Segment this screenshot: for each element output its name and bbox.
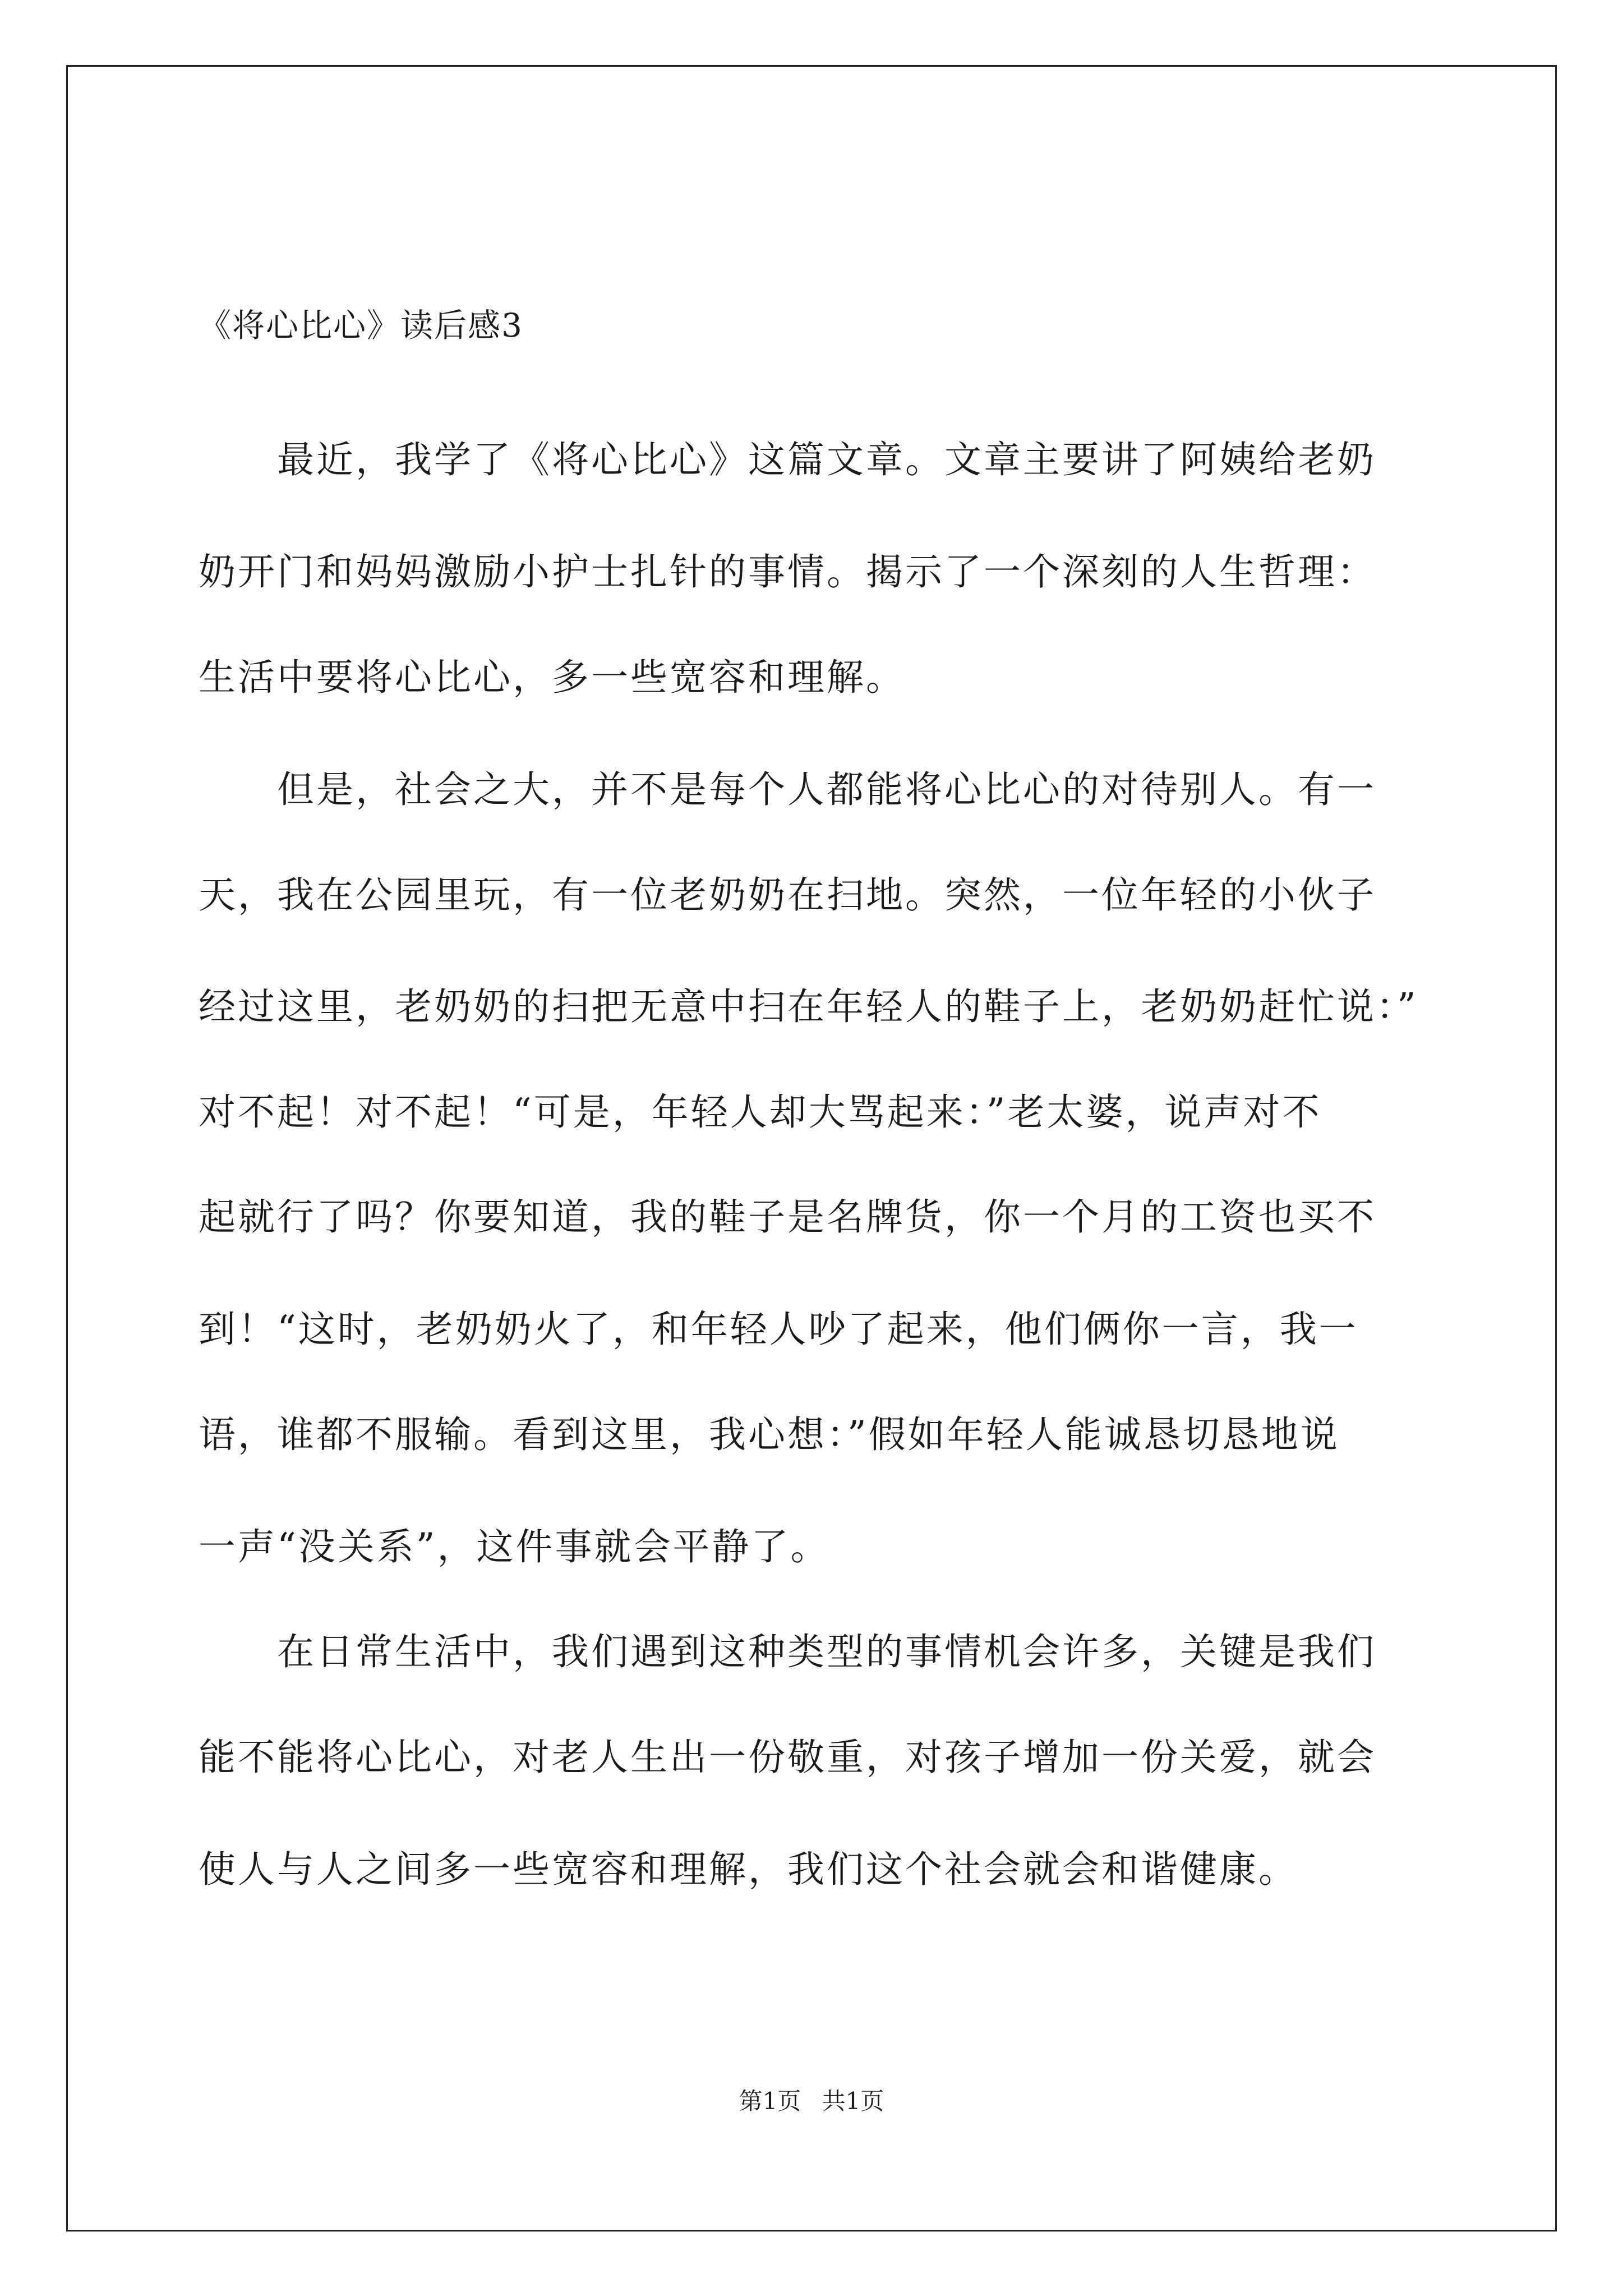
page-border <box>66 65 1557 2231</box>
paragraph-line: 经过这里，老奶奶的扫把无意中扫在年轻人的鞋子上，老奶奶赶忙说：” <box>199 985 1418 1028</box>
paragraph-line: 但是，社会之大，并不是每个人都能将心比心的对待别人。有一 <box>199 768 1376 811</box>
paragraph-line: 使人与人之间多一些宽容和理解，我们这个社会就会和谐健康。 <box>199 1848 1298 1891</box>
page-number: 第1页 <box>739 2087 801 2115</box>
paragraph-line: 起就行了吗？你要知道，我的鞋子是名牌货，你一个月的工资也买不 <box>199 1195 1376 1239</box>
paragraph-line: 到！“这时，老奶奶火了，和年轻人吵了起来，他们俩你一言，我一 <box>199 1308 1358 1351</box>
paragraph-line: 最近，我学了《将心比心》这篇文章。文章主要讲了阿姨给老奶 <box>199 438 1376 481</box>
page-total: 共1页 <box>822 2087 884 2115</box>
paragraph-line: 能不能将心比心，对老人生出一份敬重，对孩子增加一份关爱，就会 <box>199 1736 1376 1779</box>
paragraph-line: 奶开门和妈妈激励小护士扎针的事情。揭示了一个深刻的人生哲理： <box>199 550 1376 593</box>
paragraph-line: 对不起！对不起！“可是，年轻人却大骂起来：”老太婆，说声对不 <box>199 1091 1322 1134</box>
paragraph-line: 天，我在公园里玩，有一位老奶奶在扫地。突然，一位年轻的小伙子 <box>199 873 1376 917</box>
paragraph-line: 语，谁都不服输。看到这里，我心想：”假如年轻人能诚恳切恳地说 <box>199 1413 1340 1456</box>
document-title: 《将心比心》读后感3 <box>199 306 523 344</box>
paragraph-line: 生活中要将心比心，多一些宽容和理解。 <box>199 656 905 699</box>
paragraph-line: 在日常生活中，我们遇到这种类型的事情机会许多，关键是我们 <box>199 1630 1376 1673</box>
paragraph-line: 一声“没关系”，这件事就会平静了。 <box>199 1525 830 1568</box>
page-footer <box>0 2085 1623 2118</box>
